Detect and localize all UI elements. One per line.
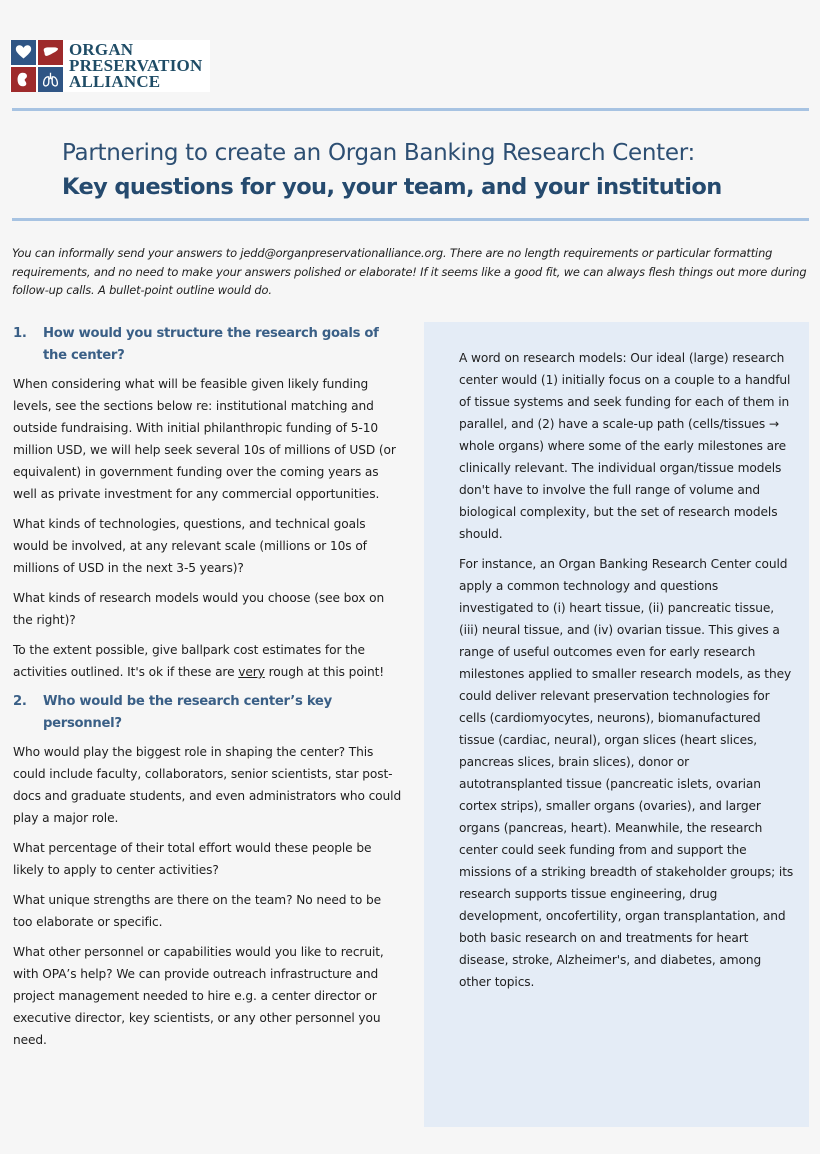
kidney-icon (11, 67, 36, 92)
organization-logo (10, 40, 210, 92)
cost-estimate-paragraph (13, 639, 403, 683)
section-heading-1 (13, 323, 403, 367)
logo-line-3: ALLIANCE (69, 72, 161, 91)
paragraph: For instance, an Organ Banking Research Center could apply a common technology and questions investigated to (i) heart tissue, (ii) pancreatic tissue, (iii) neural tissue, and (iv) ovarian tissue. This gives a range of useful outcomes even for early research milestones applied to smaller research models, as they could deliver relevant preservation technologies for cells (cardiomyocytes, neurons), biomanufactured tissue (cardiac, neural), organ slices (heart slices, pancreas slices, brain slices), donor or autotransplanted tissue (pancreatic islets, ovarian cortex strips), smaller organs (ovaries), and larger organs (pancreas, heart). Meanwhile, the research center could seek funding from and support the missions of a striking breadth of stakeholder groups; its research supports tissue engineering, drug development, oncofertility, organ transplantation, and both basic research on and treatments for heart disease, stroke, Alzheimer's, and diabetes, among other topics. (459, 557, 794, 989)
text-span: To the extent possible, give ballpark cost estimates for the activities outlined. It's ok if these are (13, 643, 365, 679)
section-title: How would you structure the research goals of the center? (43, 326, 379, 363)
paragraph: What kinds of research models would you choose (see box on the right)? (13, 591, 385, 627)
section-number: 2. (13, 694, 27, 709)
text-span: rough at this point! (264, 665, 385, 679)
document-title (62, 136, 802, 204)
logo-line-1: ORGAN (69, 40, 134, 59)
paragraph: What other personnel or capabilities would you like to recruit, with OPA’s help? We can provide outreach infrastructure and project management needed to hire e.g. a center director or executive director, key scientists, or any other personnel you need. (13, 945, 384, 1047)
logo-icon-grid (11, 40, 63, 92)
paragraph: Who would play the biggest role in shaping the center? This could include faculty, collaborators, senior scientists, star post-docs and graduate students, and even administrators who could play a major role. (13, 745, 402, 825)
logo-line-2: PRESERVATION (69, 56, 203, 75)
paragraph: What kinds of technologies, questions, and technical goals would be involved, at any relevant scale (millions or 10s of millions of USD in the next 3-5 years)? (13, 517, 367, 575)
emphasis-underline: very (238, 665, 265, 679)
research-models-box (424, 322, 809, 1127)
intro-paragraph: You can informally send your answers to jedd@organpreservationalliance.org. There are no length requirements or particular formatting requirements, and no need to make your answers polished or elaborate! If it seems like a good fit, we can always flesh things out more during follow-up calls. A bullet-point outline would do. (12, 246, 807, 297)
lungs-icon (38, 67, 63, 92)
section-heading-2 (13, 691, 403, 735)
title-line-1: Partnering to create an Organ Banking Research Center: (62, 140, 695, 166)
section-number: 1. (13, 326, 27, 341)
section-title: Who would be the research center’s key personnel? (43, 694, 332, 731)
title-bottom-rule (12, 218, 809, 221)
logo-wordmark (69, 42, 202, 90)
paragraph: When considering what will be feasible given likely funding levels, see the sections below re: institutional matching and outside fundraising. With initial philanthropic funding of 5-10 million USD, we will help seek several 10s of millions of USD (or equivalent) in government funding over the coming years as well as private investment for any commercial opportunities. (13, 377, 396, 501)
title-line-2: Key questions for you, your team, and your institution (62, 174, 722, 200)
title-top-rule (12, 108, 809, 111)
questions-column (13, 323, 403, 1059)
liver-icon (38, 40, 63, 65)
heart-icon (11, 40, 36, 65)
research-models-content (459, 347, 794, 1001)
paragraph: What percentage of their total effort would these people be likely to apply to center activities? (13, 841, 372, 877)
paragraph: A word on research models: Our ideal (large) research center would (1) initially focus on a couple to a handful of tissue systems and seek funding for each of them in parallel, and (2) have a scale-up path (cells/tissues → whole organs) where some of the early milestones are clinically relevant. The individual organ/tissue models don't have to involve the full range of volume and biological complexity, but the set of research models should. (459, 351, 791, 541)
paragraph: What unique strengths are there on the team? No need to be too elaborate or specific. (13, 893, 382, 929)
